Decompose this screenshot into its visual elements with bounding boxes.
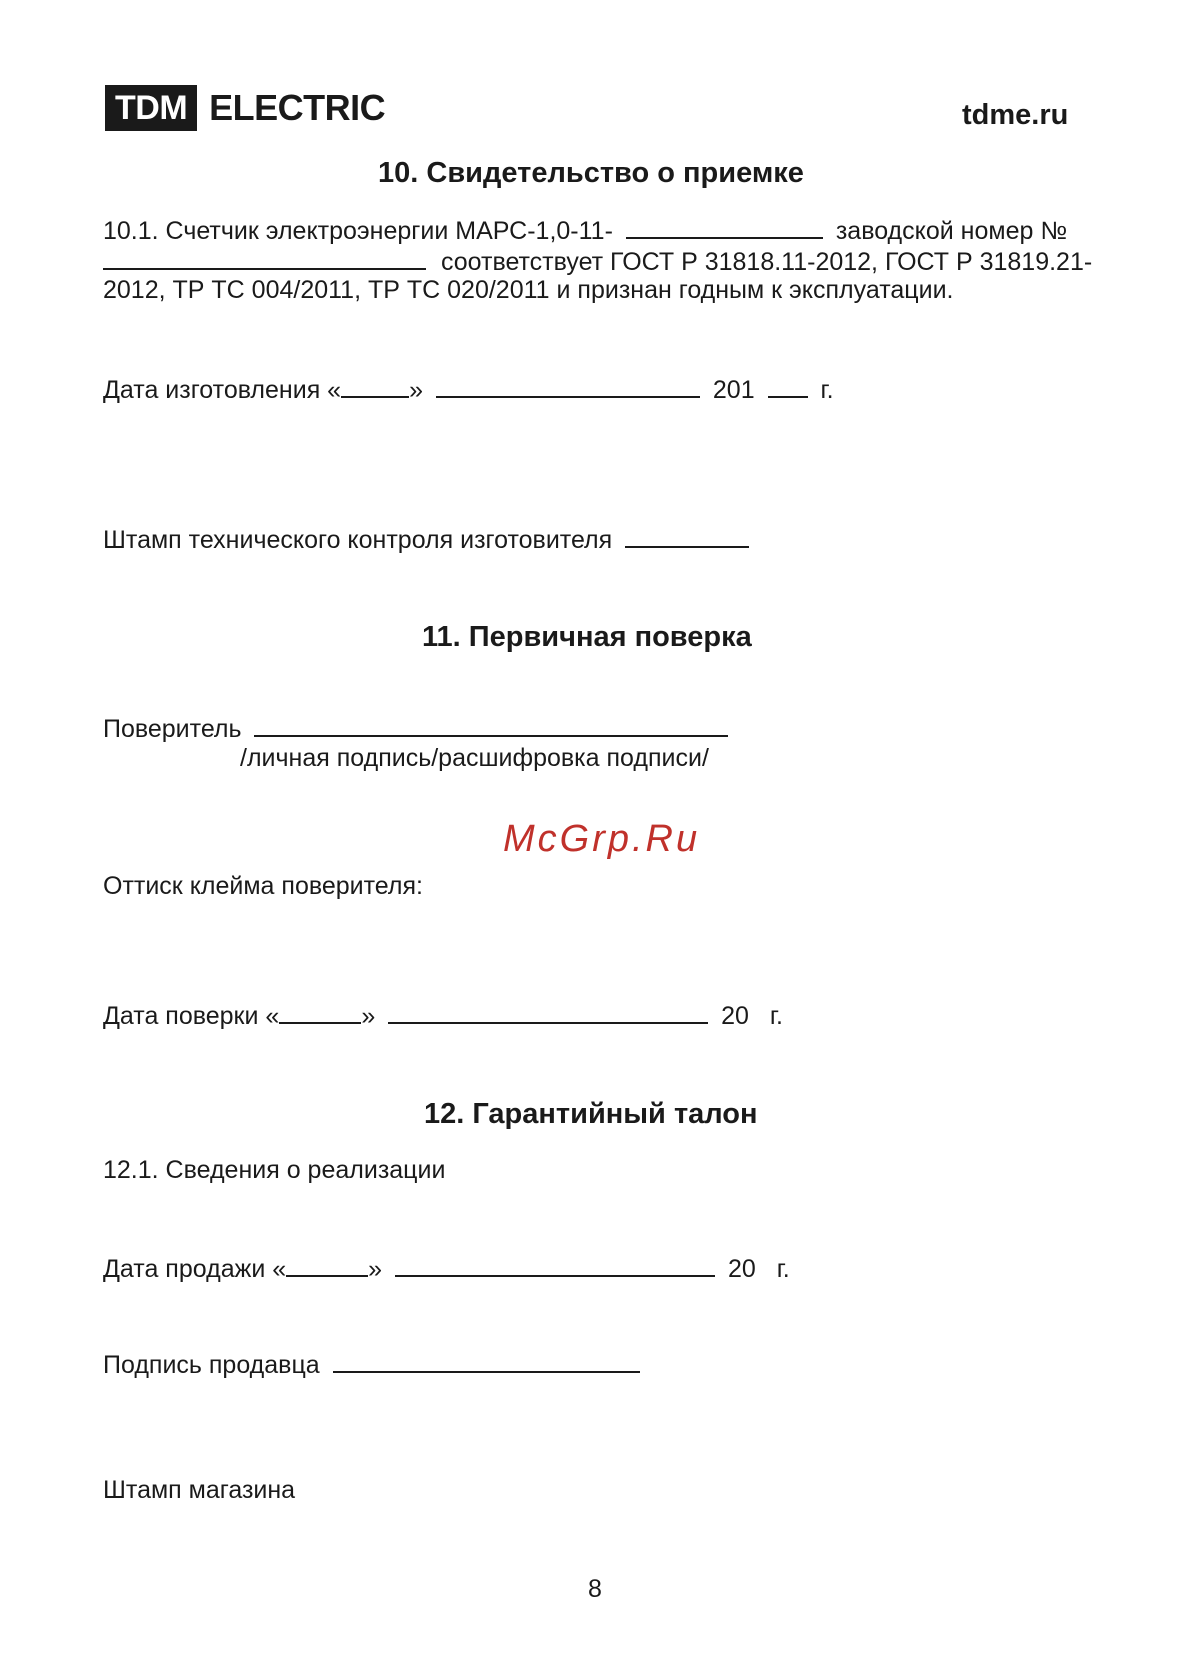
sale-quote-close: »	[368, 1255, 383, 1283]
verification-month-blank	[388, 998, 708, 1024]
tech-control-stamp-blank	[625, 522, 749, 548]
serial-number-blank	[103, 244, 426, 270]
stamp-line	[103, 522, 749, 555]
section-10-title: 10. Свидетельство о приемке	[378, 157, 804, 189]
acceptance-line-2	[103, 244, 1092, 277]
seller-signature-line	[103, 1347, 640, 1380]
manufacture-month-blank	[436, 372, 700, 398]
sales-info-subtitle: 12.1. Сведения о реализации	[103, 1156, 446, 1184]
verification-year-suffix: г.	[769, 1002, 783, 1030]
shop-stamp-label: Штамп магазина	[103, 1476, 296, 1504]
verifier-label: Поверитель	[103, 715, 242, 743]
serial-number-label: заводской номер №	[835, 217, 1068, 245]
verification-year-prefix: 20	[721, 1002, 749, 1030]
sale-date-label: Дата продажи «	[103, 1255, 287, 1283]
sale-month-blank	[395, 1251, 715, 1277]
verifier-line	[103, 711, 728, 744]
sale-year-suffix: г.	[776, 1255, 790, 1283]
logo-word: ELECTRIC	[209, 87, 386, 128]
manufacture-year-blank	[768, 372, 808, 398]
manufacture-year-suffix: г.	[820, 376, 834, 404]
sale-date-line	[103, 1251, 790, 1284]
manufacture-date-label: Дата изготовления «	[103, 376, 342, 404]
site-url: tdme.ru	[962, 99, 1069, 131]
manufacture-day-blank	[341, 372, 409, 398]
sale-year-prefix: 20	[727, 1255, 756, 1283]
verification-date-label: Дата поверки «	[103, 1002, 280, 1030]
manufacture-year-prefix: 201	[712, 376, 755, 404]
meter-model-text: 10.1. Счетчик электроэнергии МАРС-1,0-11-	[103, 217, 613, 245]
section-12-title: 12. Гарантийный талон	[424, 1098, 758, 1130]
standards-text: соответствует ГОСТ Р 31818.11-2012, ГОСТ Р 31819.21-	[440, 248, 1093, 276]
sale-day-blank	[286, 1251, 368, 1277]
verifier-signature-blank	[254, 711, 728, 737]
tech-control-stamp-label: Штамп технического контроля изготовителя	[103, 526, 613, 554]
verification-date-line	[103, 998, 783, 1031]
acceptance-line-3: 2012, ТР ТС 004/2011, ТР ТС 020/2011 и признан годным к эксплуатации.	[103, 276, 954, 304]
watermark: McGrp.Ru	[503, 818, 701, 860]
page-number: 8	[588, 1575, 602, 1603]
signature-hint: /личная подпись/расшифровка подписи/	[240, 744, 709, 772]
manufacture-date-line	[103, 372, 834, 405]
section-11-title: 11. Первичная поверка	[422, 621, 752, 653]
seller-signature-label: Подпись продавца	[103, 1351, 320, 1379]
brand-logo	[105, 85, 385, 131]
verification-day-blank	[279, 998, 361, 1024]
acceptance-line-1	[103, 213, 1067, 246]
seller-signature-blank	[333, 1347, 640, 1373]
imprint-label: Оттиск клейма поверителя:	[103, 872, 423, 900]
logo-box-text: TDM	[105, 85, 197, 131]
manufacture-quote-close: »	[409, 376, 423, 404]
meter-model-blank	[626, 213, 823, 239]
verification-quote-close: »	[361, 1002, 376, 1030]
